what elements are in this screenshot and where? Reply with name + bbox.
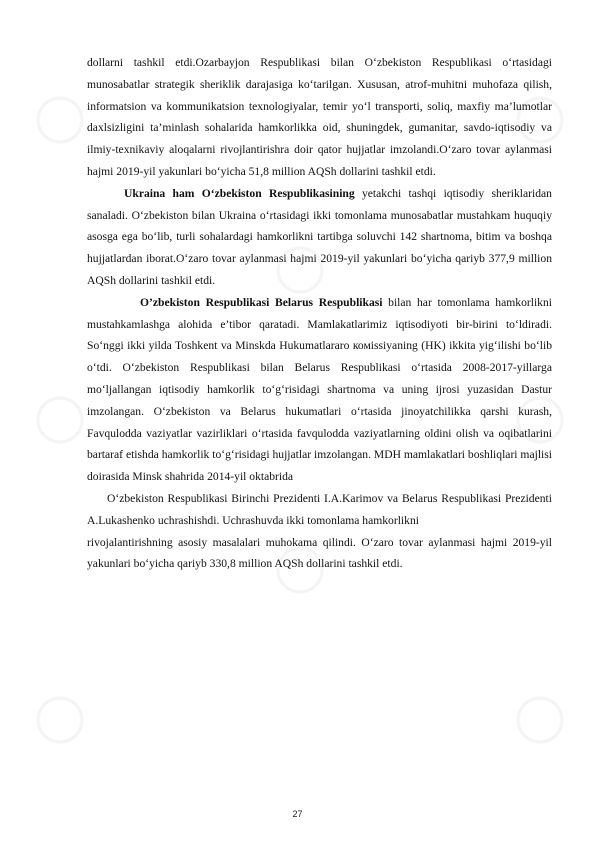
paragraph-trade: rivojalantirishning asosiy masalalari muhokama qilindi. O‘zaro tovar aylanmasi hajmi 2019-yil yakunlari bo‘yicha qariyb 330,8 million AQSh dollarini tashkil etdi. [87,535,552,571]
paragraph-ukraine: Ukraina ham O‘zbekiston Respublikasining yetakchi tashqi iqtisodiy sheriklaridan sanaladi. O‘zbekiston bilan Ukraina o‘rtasidagi ikki tomonlama munosabatlar mustahkam huquqiy asosga ega bo‘lib, turli sohalardagi hamkorlikni tartibga soluvchi 142 shartnoma, bitim va boshqa hujjatlardan iborat.O‘zaro tovar aylanmasi hajmi 2019-yil yakunlari bo‘yicha qariyb 377,9 million AQSh dollarini tashkil etdi. [87,186,552,287]
paragraph-ukraine-lead: Ukraina ham O‘zbekiston Respublikasining [124,186,355,200]
paragraph-meeting: O‘zbekiston Respublikasi Birinchi Prezidenti I.A.Karimov va Belarus Respublikasi Prezidenti A.Lukashenko uchrashishdi. Uchrashuvda ikki tomonlama hamkorlikni [87,491,552,527]
paragraph-belarus-lead: O’zbekiston Respublikasi Belarus Respublikasi [140,295,383,309]
document-body [87,52,552,575]
page-number: 27 [292,809,303,819]
paragraph-azerbaijan: dollarni tashkil etdi.Ozarbayjon Respublikasi bilan O‘zbekiston Respublikasi o‘rtasidagi munosabatlar strategik sheriklik darajasiga ko‘tarilgan. Xususan, atrof-muhitni muhofaza qilish, informatsion va kommunikatsion texnologiyalar, temir yo‘l transporti, soliq, maxfiy ma’lumotlar daxlsizligini ta’minlash sohalarida hamkorlikka oid, shuningdek, gumanitar, savdo-iqtisodiy va ilmiy-texnikaviy aloqalarni rivojlantirishra doir qator hujjatlar imzolandi.O‘zaro tovar aylanmasi hajmi 2019-yil yakunlari bo‘yicha 51,8 million AQSh dollarini tashkil etdi. [87,56,552,178]
paragraph-belarus: O’zbekiston Respublikasi Belarus Respublikasi bilan har tomonlama hamkorlikni mustahkamlashga alohida e’tibor qaratadi. Mamlakatlarimiz iqtisodiyoti bir-birini to‘ldiradi. So‘nggi ikki yilda Toshkent va Minskda Hukumatlararo комissiyaning (HK) ikkita yig‘ilishi bo‘lib o‘tdi. O‘zbekiston Respublikasi bilan Belarus Respublikasi o‘rtasida 2008-2017-yillarga mo‘ljallangan iqtisodiy hamkorlik to‘g‘risidagi shartnoma va uning ijrosi yuzasidan Dastur imzolangan. O‘zbekiston va Belarus hukumatlari o‘rtasida jinoyatchilikka qarshi kurash, Favqulodda vaziyatlar vazirliklari o‘rtasida favqulodda vaziyatlarning oldini olish va oqibatlarini bartaraf etishda hamkorlik to‘g‘risidagi hujjatlar imzolangan. MDH mamlakatlari boshliqlari majlisi doirasida Minsk shahrida 2014-yil oktabrida [87,295,552,484]
